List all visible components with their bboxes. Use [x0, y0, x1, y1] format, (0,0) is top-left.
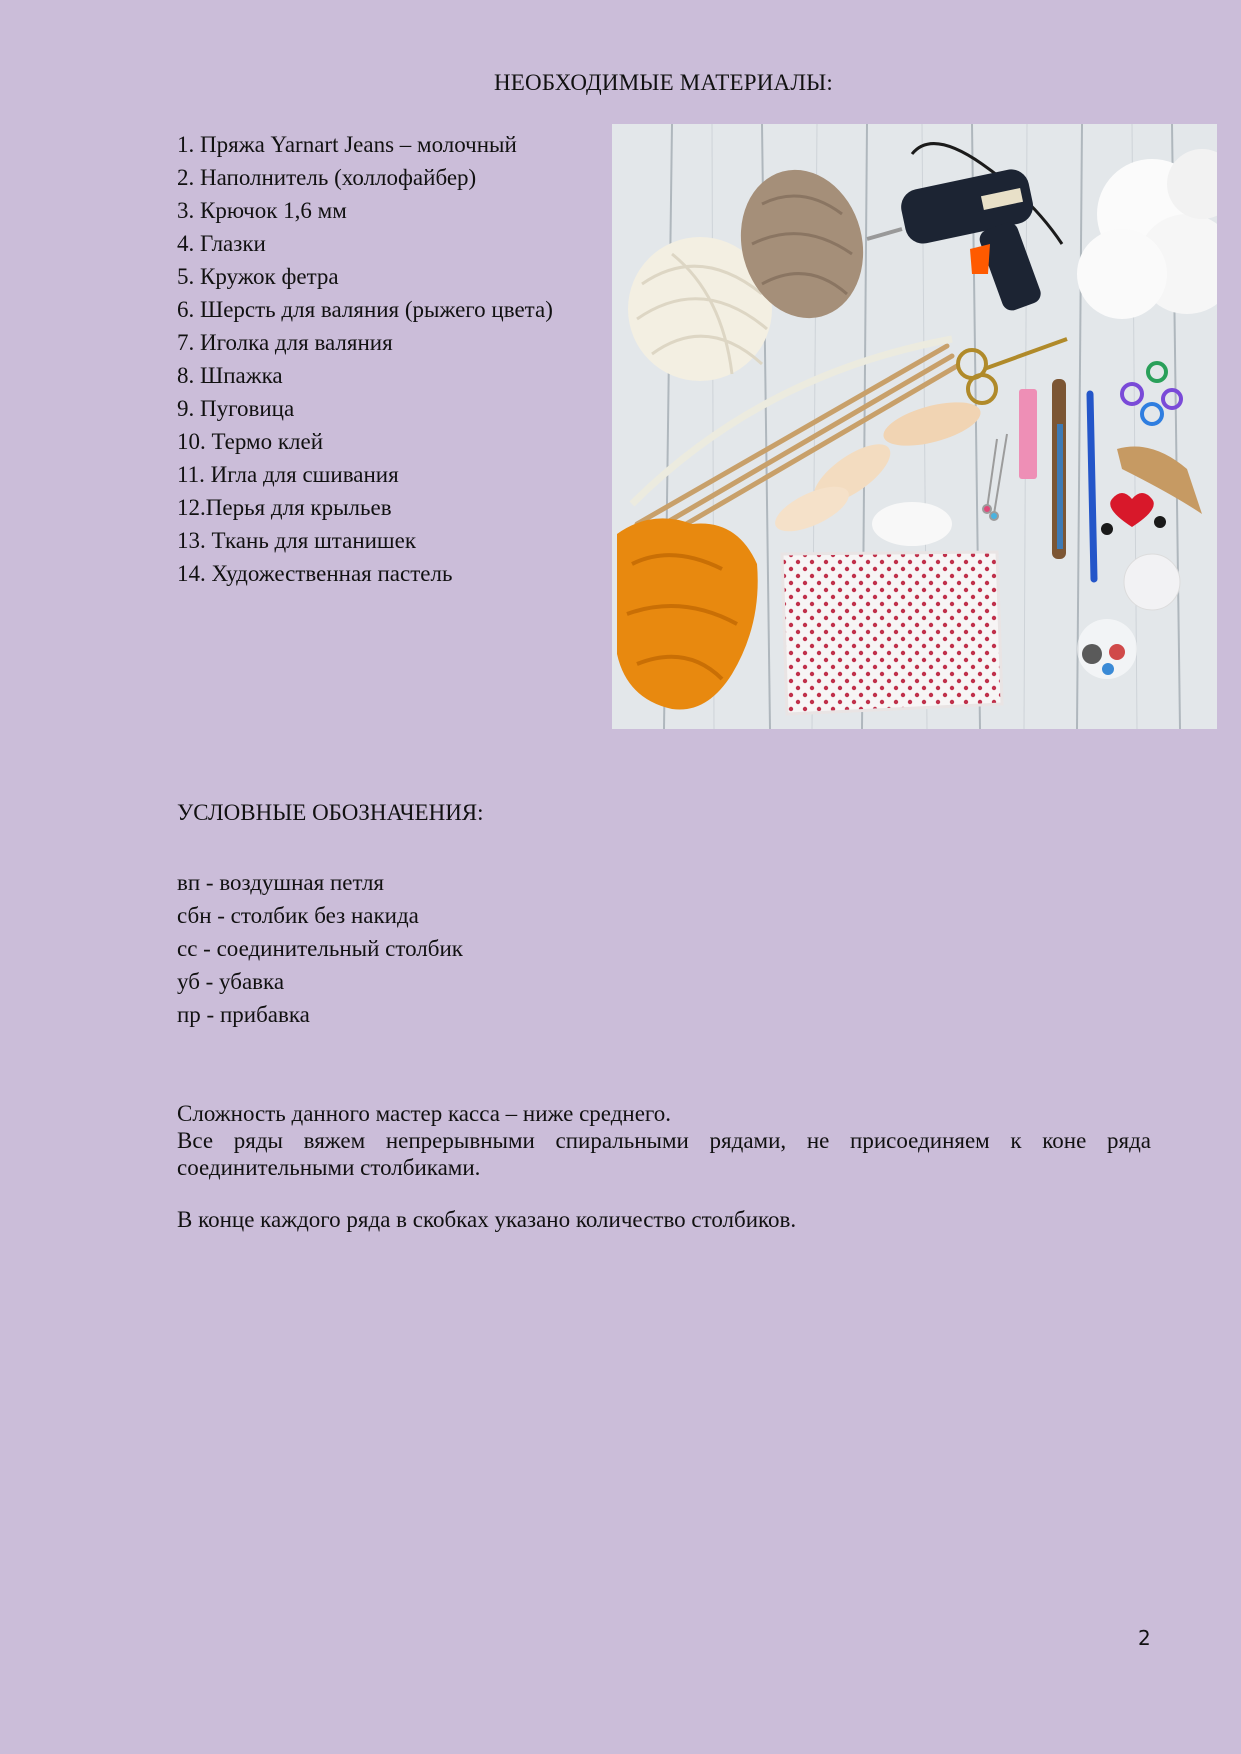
abbreviation-item: сс - соединительный столбик	[177, 936, 463, 961]
material-item: 2. Наполнитель (холлофайбер)	[177, 165, 477, 190]
crochet-hook-icon	[1090, 394, 1094, 579]
watermark-logo-icon	[1077, 619, 1137, 679]
materials-photo	[612, 124, 1217, 729]
material-item: 12.Перья для крыльев	[177, 495, 392, 520]
materials-list	[177, 128, 597, 590]
pastel-icon	[1019, 389, 1037, 479]
abbreviations-list	[177, 866, 463, 1031]
material-item: 1. Пряжа Yarnart Jeans – молочный	[177, 132, 517, 157]
page-title: НЕОБХОДИМЫЕ МАТЕРИАЛЫ:	[493, 70, 833, 95]
material-item: 7. Иголка для валяния	[177, 330, 393, 355]
felt-circle-icon	[1124, 554, 1180, 610]
material-item: 4. Глазки	[177, 231, 266, 256]
difficulty-note: Сложность данного мастер касса – ниже среднего.	[177, 1101, 672, 1126]
material-item: 14. Художественная пастель	[177, 561, 453, 586]
page-number: 2	[1138, 1626, 1151, 1650]
material-item: 11. Игла для сшивания	[177, 462, 399, 487]
material-item: 9. Пуговица	[177, 396, 295, 421]
legend-title: УСЛОВНЫЕ ОБОЗНАЧЕНИЯ:	[177, 800, 484, 825]
material-item: 5. Кружок фетра	[177, 264, 339, 289]
fabric-icon	[782, 552, 1002, 714]
material-item: 6. Шерсть для валяния (рыжего цвета)	[177, 297, 553, 322]
count-note: В конце каждого ряда в скобках указано количество столбиков.	[177, 1207, 797, 1232]
eye-icon	[1101, 523, 1113, 535]
material-item: 13. Ткань для штанишек	[177, 528, 417, 553]
rows-note: Все ряды вяжем непрерывными спиральными рядами, не присоединяем к коне ряда соединительными столбиками.	[177, 1128, 1151, 1180]
abbreviation-item: пр - прибавка	[177, 1002, 310, 1027]
abbreviation-item: вп - воздушная петля	[177, 870, 385, 895]
eye-icon	[1154, 516, 1166, 528]
material-item: 10. Термо клей	[177, 429, 324, 454]
abbreviation-item: уб - убавка	[177, 969, 285, 994]
notes-section	[177, 1100, 1151, 1233]
material-item: 8. Шпажка	[177, 363, 283, 388]
abbreviation-item: сбн - столбик без накида	[177, 903, 419, 928]
material-item: 3. Крючок 1,6 мм	[177, 198, 347, 223]
